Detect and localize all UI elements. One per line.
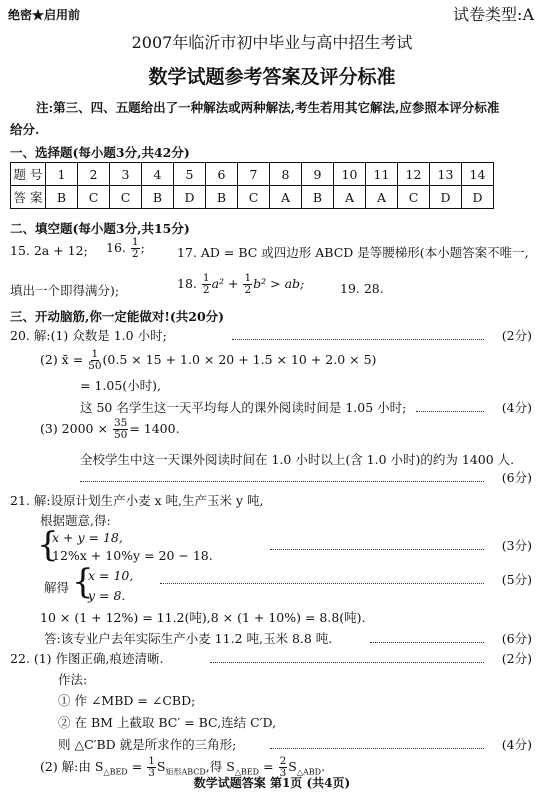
q22-2-middle: ,得 S xyxy=(205,759,235,774)
score-mark: (4分) xyxy=(501,400,532,415)
q21-equation-2: 12%x + 10%y = 20 − 18. xyxy=(52,548,213,563)
score-mark: (3分) xyxy=(501,538,532,553)
dot-leader xyxy=(80,481,484,482)
section-3-title: 三、开动脑筋,你一定能做对!(共20分) xyxy=(10,309,225,324)
equals-sign: = xyxy=(263,759,274,774)
q17-continued: 填出一个即得满分); xyxy=(10,283,120,298)
fraction-denominator: 3 xyxy=(279,767,287,779)
table-cell: D xyxy=(462,186,494,209)
q18-term-a: a² + xyxy=(211,276,239,291)
equation-brace: { xyxy=(37,525,59,565)
q17-answer: 17. AD = BC 或四边形 ABCD 是等腰梯形(本小题答案不唯一, xyxy=(177,245,529,260)
q16-label: 16. xyxy=(106,240,126,255)
q16-end: ; xyxy=(140,240,145,255)
section-1-title: 一、选择题(每小题3分,共42分) xyxy=(10,145,190,160)
table-cell: B xyxy=(46,186,78,209)
table-cell: B xyxy=(302,186,334,209)
q20-mean-text: 这 50 名学生这一天平均每人的课外阅读时间是 1.05 小时; xyxy=(80,400,407,415)
q16-fraction xyxy=(131,237,140,260)
subscript: △BED xyxy=(103,767,128,777)
equals-sign: = xyxy=(131,759,143,774)
score-mark: (2分) xyxy=(501,651,532,666)
fraction-numerator: 1 xyxy=(91,348,99,360)
q18-answer xyxy=(177,273,304,296)
q20-estimate-text: 全校学生中这一天课外阅读时间在 1.0 小时以上(含 1.0 小时)的约为 1400 人. xyxy=(80,452,515,467)
q21-answer: 答:该专业户去年实际生产小麦 11.2 吨,玉米 8.8 吨. xyxy=(44,631,333,646)
q21-solution-x: x = 10, xyxy=(88,568,134,583)
q20-mean-result: = 1.05(小时), xyxy=(80,378,162,393)
fraction xyxy=(88,349,101,372)
dot-leader xyxy=(370,642,484,643)
table-cell: C xyxy=(238,186,270,209)
subscript: 矩形ABCD xyxy=(165,767,206,777)
table-cell: C xyxy=(110,186,142,209)
q21-solution-y: y = 8. xyxy=(88,588,126,603)
fraction-numerator: 1 xyxy=(244,272,252,284)
q19-answer: 19. 28. xyxy=(340,281,384,296)
q20-estimate-label: (3) 2000 × xyxy=(40,421,108,436)
answer-table xyxy=(10,162,494,209)
q20-part-2 xyxy=(40,349,376,372)
paper-type: 试卷类型:A xyxy=(453,5,534,24)
table-cell: 6 xyxy=(206,163,238,186)
q15-answer: 15. 2a + 12; xyxy=(10,243,88,258)
q21-solve-label: 解得 xyxy=(44,580,70,595)
fraction-numerator: 35 xyxy=(113,417,128,429)
q21-by-condition: 根据题意,得: xyxy=(40,513,111,528)
page-footer: 数学试题答案 第1页 (共4页) xyxy=(193,776,351,790)
fraction-numerator: 1 xyxy=(202,272,210,284)
table-cell: 11 xyxy=(366,163,398,186)
table-cell: A xyxy=(366,186,398,209)
table-cell: 14 xyxy=(462,163,494,186)
table-cell: B xyxy=(142,186,174,209)
table-cell: 9 xyxy=(302,163,334,186)
q16-answer xyxy=(106,237,145,260)
fraction xyxy=(202,273,211,296)
table-cell: 10 xyxy=(334,163,366,186)
q21-setup: 21. 解:设原计划生产小麦 x 吨,生产玉米 y 吨, xyxy=(10,493,264,508)
dot-leader xyxy=(270,549,484,550)
q21-calculation: 10 × (1 + 12%) = 11.2(吨),8 × (1 + 10%) = 8.8(吨). xyxy=(40,610,366,625)
q20-estimate-result: = 1400. xyxy=(129,421,180,436)
q18-term-b: b² > ab; xyxy=(253,276,305,291)
row-label-number: 题 号 xyxy=(11,163,46,186)
fraction-denominator: 50 xyxy=(88,360,102,372)
fraction xyxy=(113,418,128,441)
score-mark: (6分) xyxy=(501,631,532,646)
subscript: △ABD xyxy=(296,767,322,777)
table-cell: 8 xyxy=(270,163,302,186)
q20-part-3 xyxy=(40,418,180,441)
table-cell: D xyxy=(430,186,462,209)
q22-part-1: 22. (1) 作图正确,痕迹清晰. xyxy=(10,651,164,666)
q22-step-2: ② 在 BM 上截取 BC′ = BC,连结 C′D, xyxy=(58,715,277,730)
table-cell: 3 xyxy=(110,163,142,186)
table-row xyxy=(11,186,494,209)
dot-leader xyxy=(416,411,484,412)
exam-title: 2007年临沂市初中毕业与高中招生考试 xyxy=(131,33,413,52)
note-line-1: 注:第三、四、五题给出了一种解法或两种解法,考生若用其它解法,应参照本评分标准 xyxy=(36,100,500,115)
note-line-2: 给分. xyxy=(10,122,40,137)
dot-leader xyxy=(232,339,484,340)
section-2-title: 二、填空题(每小题3分,共15分) xyxy=(10,221,190,236)
q18-label: 18. xyxy=(177,276,197,291)
subscript: △BED xyxy=(234,767,260,777)
q20-part-1: 20. 解:(1) 众数是 1.0 小时; xyxy=(10,328,167,343)
dot-leader xyxy=(210,662,484,663)
score-mark: (4分) xyxy=(501,737,532,752)
dot-leader xyxy=(160,583,484,584)
secret-label: 绝密★启用前 xyxy=(8,8,81,22)
q20-mean-label: (2) x̄ = xyxy=(40,352,84,367)
q21-equation-1: x + y = 18, xyxy=(52,530,123,545)
fraction-denominator: 3 xyxy=(148,767,155,779)
fraction-denominator: 50 xyxy=(113,429,128,441)
document-title: 数学试题参考答案及评分标准 xyxy=(148,66,396,88)
q22-step-1: ① 作 ∠MBD = ∠CBD; xyxy=(58,693,196,708)
fraction-numerator: 1 xyxy=(131,236,139,248)
q22-2-prefix: (2) 解:由 S xyxy=(40,759,104,774)
table-cell: D xyxy=(174,186,206,209)
q20-mean-expression: (0.5 × 15 + 1.0 × 20 + 1.5 × 10 + 2.0 × 5) xyxy=(102,352,377,367)
table-cell: C xyxy=(78,186,110,209)
table-cell: 5 xyxy=(174,163,206,186)
fraction-denominator: 2 xyxy=(202,284,210,296)
score-mark: (6分) xyxy=(501,470,532,485)
table-row xyxy=(11,163,494,186)
table-cell: 4 xyxy=(142,163,174,186)
table-cell: 2 xyxy=(78,163,110,186)
fraction-denominator: 2 xyxy=(244,284,252,296)
table-cell: B xyxy=(206,186,238,209)
table-cell: A xyxy=(270,186,302,209)
fraction-denominator: 2 xyxy=(131,248,139,260)
row-label-answer: 答 案 xyxy=(11,186,46,209)
score-mark: (5分) xyxy=(501,572,532,587)
q22-method-label: 作法: xyxy=(58,672,88,687)
table-cell: 7 xyxy=(238,163,270,186)
fraction-numerator: 2 xyxy=(279,755,287,767)
table-cell: 12 xyxy=(398,163,430,186)
area-symbol: S xyxy=(156,759,166,774)
period: . xyxy=(321,759,326,774)
table-cell: C xyxy=(398,186,430,209)
fraction xyxy=(243,273,252,296)
fraction-numerator: 1 xyxy=(148,755,155,767)
table-cell: 13 xyxy=(430,163,462,186)
score-mark: (2分) xyxy=(501,328,532,343)
table-cell: A xyxy=(334,186,366,209)
table-cell: 1 xyxy=(46,163,78,186)
area-symbol: S xyxy=(288,759,297,774)
dot-leader xyxy=(270,748,484,749)
equation-brace: { xyxy=(72,562,94,602)
q22-step-3: 则 △C′BD 就是所求作的三角形; xyxy=(58,737,237,752)
